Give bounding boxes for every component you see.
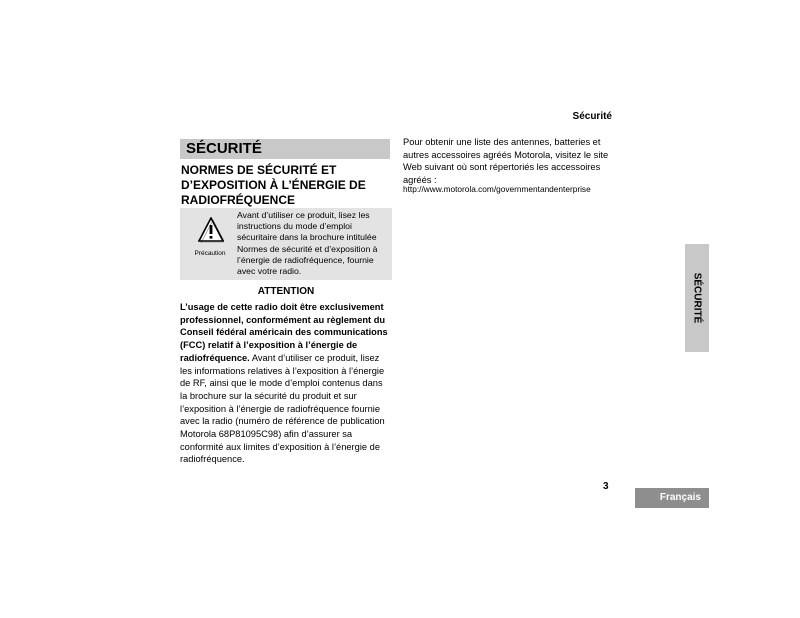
attention-bold-text: L’usage de cette radio doit être exclusivement professionnel, conformément au règlement du Conseil fédéral américain des communications (FCC) relatif à l’exposition à l’énergie de radiofréquence. xyxy=(180,302,388,363)
accessories-paragraph: Pour obtenir une liste des antennes, batteries et autres accessoires agréés Motorola, visitez le site Web suivant où sont répertoriés les accessoires agréés : xyxy=(403,137,609,186)
warning-triangle-icon xyxy=(198,217,224,243)
attention-text: Avant d’utiliser ce produit, lisez les informations relatives à l’exposition à l’énergie de RF, ainsi que le mode d’emploi contenus dans la brochure sur la sécurité du produit et sur l’exposition à l’énergie de radiofréquence fournie avec la radio (numéro de référence de publication Motorola 68P81095C98) afin d’assurer sa conformité aux limites d’exposition à l’énergie de radiofréquence. xyxy=(180,352,385,465)
side-tab-label: SÉCURITÉ xyxy=(691,272,703,324)
caution-label: Précaution xyxy=(194,250,226,257)
language-tab[interactable] xyxy=(635,488,709,508)
side-tab[interactable] xyxy=(685,244,709,352)
attention-body xyxy=(180,301,392,466)
section-title: SÉCURITÉ xyxy=(186,140,262,157)
caution-box xyxy=(180,208,392,280)
running-header: Sécurité xyxy=(572,111,612,122)
language-label: Français xyxy=(659,492,701,503)
section-title-bar xyxy=(180,139,390,159)
section-subheading: NORMES DE SÉCURITÉ ET D’EXPOSITION À L’ÉNERGIE DE RADIOFRÉQUENCE xyxy=(181,163,366,207)
attention-heading: ATTENTION xyxy=(257,286,315,297)
accessories-link[interactable]: http://www.motorola.com/governmentandenterprise xyxy=(403,184,591,194)
page-number: 3 xyxy=(603,481,609,492)
caution-text: Avant d’utiliser ce produit, lisez les instructions du mode d’emploi sécuritaire dans la brochure intitulée Normes de sécurité et d’exposition à l’énergie de radiofréquence, fournie avec votre radio. xyxy=(237,210,378,277)
